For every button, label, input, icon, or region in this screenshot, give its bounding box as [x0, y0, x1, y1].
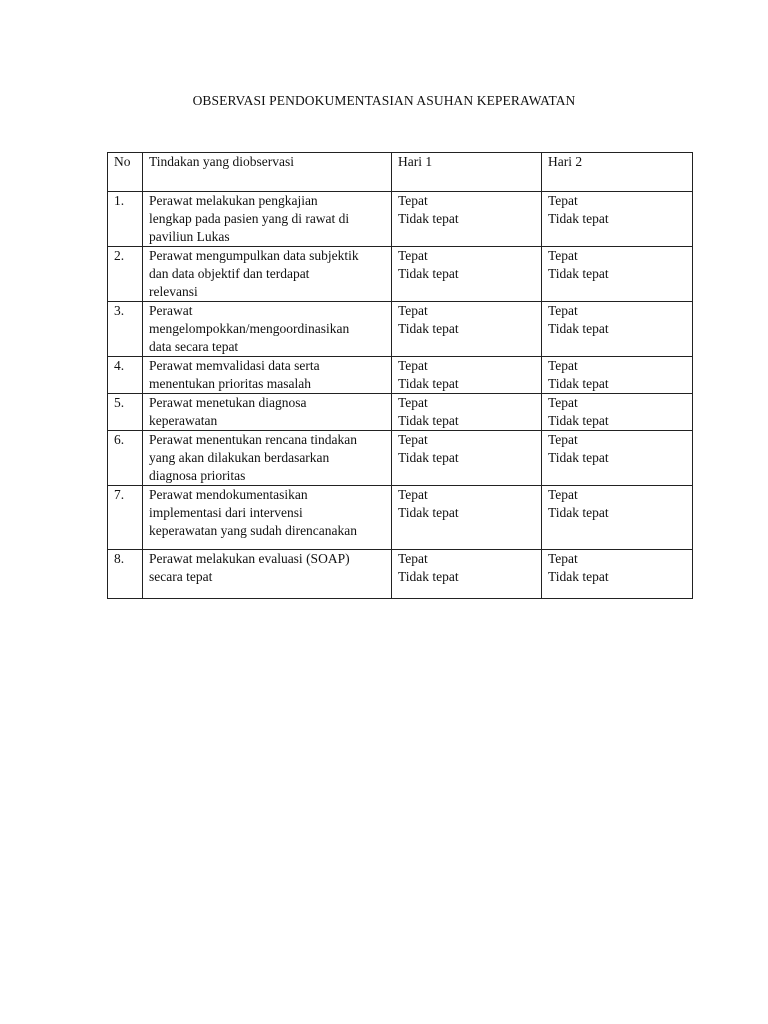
observed-action-line: dan data objektif dan terdapat — [149, 266, 310, 281]
day-2-result-line: Tidak tepat — [548, 321, 609, 336]
observed-action-line: Perawat mengumpulkan data subjektik — [149, 248, 359, 263]
observed-action-cell — [143, 550, 392, 599]
observed-action-line: Perawat memvalidasi data serta — [149, 358, 320, 373]
observation-table — [107, 152, 693, 599]
table-row — [108, 192, 693, 247]
header-cell-day-1: Hari 1 — [392, 153, 542, 192]
day-1-result-line: Tidak tepat — [398, 450, 459, 465]
page-title: OBSERVASI PENDOKUMENTASIAN ASUHAN KEPERAWATAN — [192, 93, 576, 108]
observation-table-body — [108, 153, 693, 599]
day-2-result-line: Tepat — [548, 248, 578, 263]
day-1-result-cell — [392, 192, 542, 247]
day-1-result-line: Tidak tepat — [398, 413, 459, 428]
observed-action-line: Perawat menentukan rencana tindakan — [149, 432, 358, 447]
day-2-result-cell — [542, 431, 693, 486]
table-header-row — [108, 153, 693, 192]
day-2-result-line: Tepat — [548, 432, 578, 447]
row-number: 5. — [108, 394, 143, 431]
day-1-result-line: Tidak tepat — [398, 569, 459, 584]
observed-action-cell — [143, 192, 392, 247]
day-1-result-line: Tepat — [398, 303, 428, 318]
day-1-result-line: Tidak tepat — [398, 505, 459, 520]
day-2-result-cell — [542, 247, 693, 302]
day-1-result-line: Tepat — [398, 358, 428, 373]
table-row — [108, 247, 693, 302]
observed-action-line: implementasi dari intervensi — [149, 505, 303, 520]
table-row — [108, 302, 693, 357]
observed-action-line: secara tepat — [149, 569, 213, 584]
day-2-result-cell — [542, 302, 693, 357]
row-number: 4. — [108, 357, 143, 394]
day-2-result-line: Tidak tepat — [548, 413, 609, 428]
day-1-result-line: Tepat — [398, 193, 428, 208]
day-1-result-line: Tepat — [398, 432, 428, 447]
day-1-result-line: Tepat — [398, 395, 428, 410]
day-1-result-line: Tepat — [398, 248, 428, 263]
table-row — [108, 486, 693, 550]
day-1-result-line: Tidak tepat — [398, 266, 459, 281]
observed-action-line: data secara tepat — [149, 339, 239, 354]
day-1-result-cell — [392, 302, 542, 357]
day-1-result-cell — [392, 247, 542, 302]
day-1-result-cell — [392, 486, 542, 550]
day-2-result-line: Tidak tepat — [548, 450, 609, 465]
table-row — [108, 550, 693, 599]
observed-action-line: paviliun Lukas — [149, 229, 230, 244]
observed-action-line: yang akan dilakukan berdasarkan — [149, 450, 330, 465]
day-1-result-line: Tepat — [398, 551, 428, 566]
row-number: 1. — [108, 192, 143, 247]
day-2-result-line: Tidak tepat — [548, 505, 609, 520]
observed-action-line: keperawatan — [149, 413, 218, 428]
observed-action-line: mengelompokkan/mengoordinasikan — [149, 321, 350, 336]
day-1-result-line: Tepat — [398, 487, 428, 502]
day-2-result-line: Tepat — [548, 551, 578, 566]
day-2-result-cell — [542, 357, 693, 394]
day-2-result-line: Tepat — [548, 358, 578, 373]
day-2-result-line: Tidak tepat — [548, 266, 609, 281]
day-2-result-cell — [542, 486, 693, 550]
observed-action-line: Perawat melakukan evaluasi (SOAP) — [149, 551, 350, 566]
header-cell-day-2: Hari 2 — [542, 153, 693, 192]
observed-action-line: Perawat melakukan pengkajian — [149, 193, 318, 208]
row-number: 2. — [108, 247, 143, 302]
observed-action-line: relevansi — [149, 284, 198, 299]
day-2-result-cell — [542, 192, 693, 247]
header-cell-no: No — [108, 153, 143, 192]
observed-action-line: Perawat — [149, 303, 193, 318]
day-1-result-line: Tidak tepat — [398, 376, 459, 391]
day-2-result-line: Tidak tepat — [548, 211, 609, 226]
day-1-result-cell — [392, 357, 542, 394]
day-1-result-cell — [392, 394, 542, 431]
observed-action-cell — [143, 486, 392, 550]
row-number: 7. — [108, 486, 143, 550]
day-1-result-line: Tidak tepat — [398, 211, 459, 226]
observed-action-line: Perawat mendokumentasikan — [149, 487, 308, 502]
header-cell-action: Tindakan yang diobservasi — [143, 153, 392, 192]
day-2-result-line: Tepat — [548, 303, 578, 318]
observed-action-line: lengkap pada pasien yang di rawat di — [149, 211, 350, 226]
observed-action-cell — [143, 247, 392, 302]
day-1-result-line: Tidak tepat — [398, 321, 459, 336]
row-number: 3. — [108, 302, 143, 357]
observed-action-line: keperawatan yang sudah direncanakan — [149, 523, 358, 538]
observed-action-line: menentukan prioritas masalah — [149, 376, 311, 391]
observed-action-cell — [143, 431, 392, 486]
table-row — [108, 394, 693, 431]
observed-action-cell — [143, 302, 392, 357]
day-2-result-cell — [542, 550, 693, 599]
day-2-result-cell — [542, 394, 693, 431]
observed-action-cell — [143, 357, 392, 394]
row-number: 8. — [108, 550, 143, 599]
day-2-result-line: Tidak tepat — [548, 376, 609, 391]
day-1-result-cell — [392, 431, 542, 486]
row-number: 6. — [108, 431, 143, 486]
table-row — [108, 431, 693, 486]
day-1-result-cell — [392, 550, 542, 599]
day-2-result-line: Tepat — [548, 487, 578, 502]
day-2-result-line: Tepat — [548, 395, 578, 410]
observed-action-line: diagnosa prioritas — [149, 468, 246, 483]
table-row — [108, 357, 693, 394]
observed-action-line: Perawat menetukan diagnosa — [149, 395, 307, 410]
day-2-result-line: Tidak tepat — [548, 569, 609, 584]
day-2-result-line: Tepat — [548, 193, 578, 208]
observed-action-cell — [143, 394, 392, 431]
